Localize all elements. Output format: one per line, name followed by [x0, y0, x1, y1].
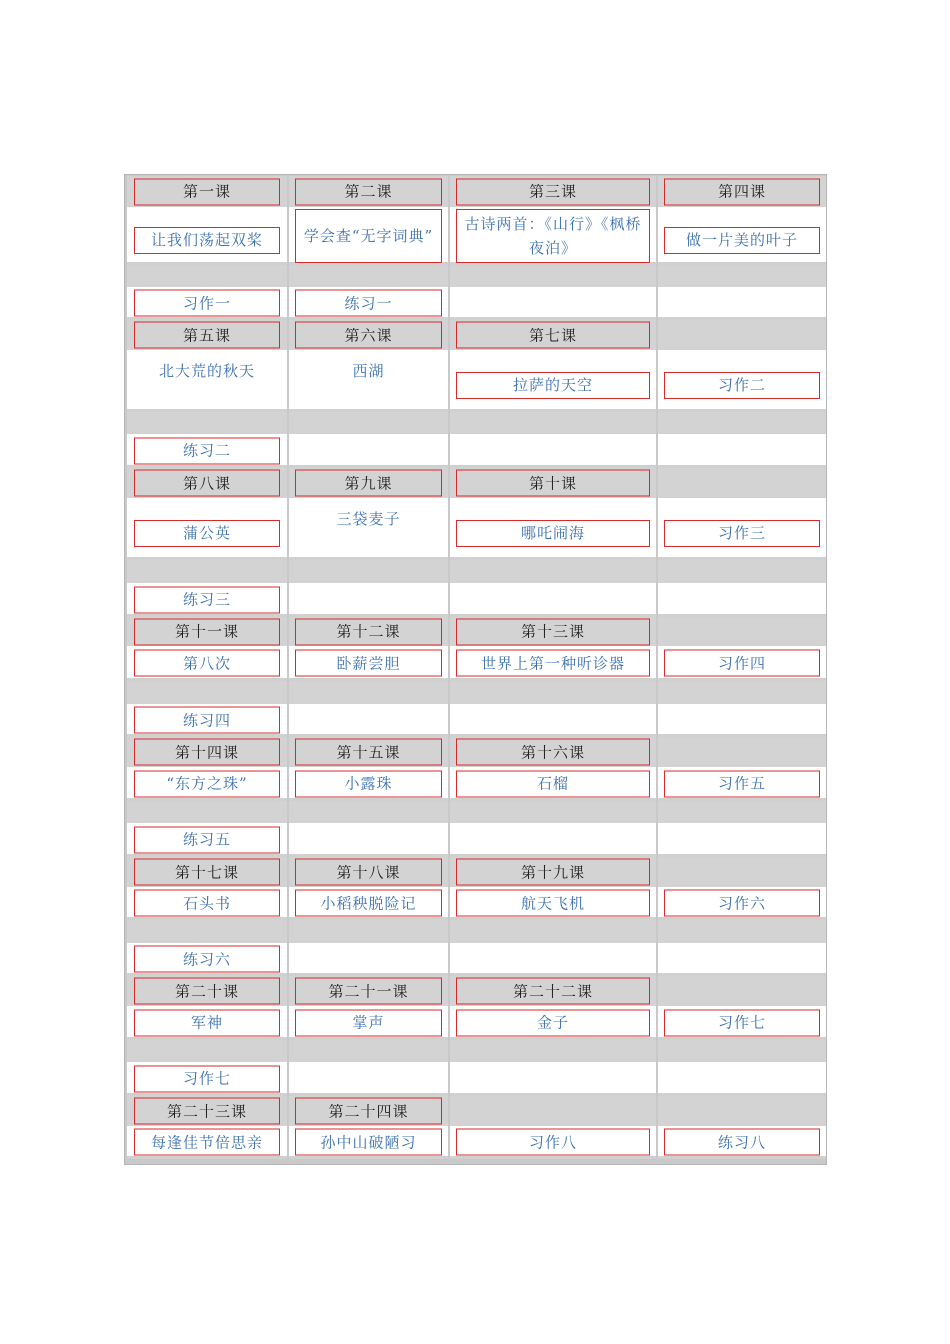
table-cell — [127, 920, 287, 945]
table-cell — [289, 289, 448, 320]
lesson-header: 第二十二课 — [456, 978, 650, 1005]
table-cell — [658, 1064, 826, 1096]
lesson-header: 第十七课 — [134, 859, 280, 886]
lesson-header: 第七课 — [456, 322, 650, 349]
lesson-header: 第一课 — [134, 178, 280, 205]
table-cell — [658, 1008, 826, 1040]
lesson-header: 第二课 — [295, 178, 442, 205]
table-cell — [127, 500, 287, 560]
table-cell — [127, 176, 287, 209]
lesson-link[interactable]: 第八次 — [134, 650, 280, 677]
table-cell — [127, 706, 287, 737]
lesson-link[interactable]: 做一片美的叶子 — [664, 227, 820, 254]
table-cell — [450, 889, 656, 920]
table-cell — [658, 706, 826, 737]
table-cell — [289, 352, 448, 412]
table-cell — [658, 500, 826, 560]
lesson-link[interactable]: 让我们荡起双桨 — [134, 227, 280, 254]
lesson-link[interactable]: 练习三 — [134, 586, 280, 613]
lesson-link[interactable]: “东方之珠” — [134, 770, 280, 797]
lesson-header: 第二十四课 — [295, 1098, 442, 1125]
lesson-link-text[interactable]: 北大荒的秋天 — [158, 362, 255, 380]
table-cell — [450, 265, 656, 289]
lesson-link[interactable]: 拉萨的天空 — [456, 372, 650, 399]
lesson-link[interactable]: 练习六 — [134, 946, 280, 973]
table-cell — [289, 706, 448, 737]
table-cell — [658, 681, 826, 706]
table-cell — [289, 920, 448, 945]
table-cell — [450, 320, 656, 352]
table-cell — [658, 801, 826, 825]
lesson-link[interactable]: 蒲公英 — [134, 520, 280, 547]
table-cell — [127, 617, 287, 648]
lesson-header: 第二十三课 — [134, 1098, 280, 1125]
table-cell — [289, 1096, 448, 1128]
lesson-link[interactable]: 习作一 — [134, 290, 280, 317]
table-cell — [450, 920, 656, 945]
table-cell — [127, 737, 287, 769]
table-cell — [127, 889, 287, 920]
lesson-header: 第十四课 — [134, 739, 280, 766]
lesson-link[interactable]: 练习四 — [134, 707, 280, 734]
table-cell — [289, 737, 448, 769]
lesson-header: 第二十课 — [134, 978, 280, 1005]
table-cell — [658, 289, 826, 320]
table-cell — [289, 648, 448, 681]
table-cell — [450, 560, 656, 585]
table-cell — [658, 585, 826, 617]
table-cell — [658, 1128, 826, 1159]
lesson-link[interactable]: 学会查“无字词典” — [295, 209, 442, 263]
lesson-header: 第二十一课 — [295, 978, 442, 1005]
table-cell — [658, 436, 826, 468]
table-cell — [289, 825, 448, 857]
table-cell — [289, 468, 448, 500]
lesson-link[interactable]: 习作四 — [664, 650, 820, 677]
table-cell — [127, 585, 287, 617]
table-cell — [127, 681, 287, 706]
table-cell — [127, 945, 287, 976]
table-cell — [658, 617, 826, 648]
lesson-link[interactable]: 练习一 — [295, 290, 442, 317]
lesson-link[interactable]: 习作七 — [664, 1009, 820, 1036]
lesson-header: 第十八课 — [295, 859, 442, 886]
table-cell — [127, 769, 287, 801]
table-cell — [289, 1064, 448, 1096]
lesson-link[interactable]: 小露珠 — [295, 770, 442, 797]
table-cell — [127, 976, 287, 1008]
lesson-link[interactable]: 练习二 — [134, 437, 280, 464]
lesson-header: 第十课 — [456, 470, 650, 497]
lesson-link-text[interactable]: 三袋麦子 — [336, 510, 401, 528]
lesson-link-text[interactable]: 西湖 — [352, 362, 385, 380]
table-cell — [450, 1128, 656, 1159]
table-cell — [289, 681, 448, 706]
table-cell — [289, 1128, 448, 1159]
lesson-header: 第十三课 — [456, 618, 650, 645]
table-cell — [127, 825, 287, 857]
table-cell — [289, 209, 448, 265]
table-cell — [450, 825, 656, 857]
lesson-header: 第十一课 — [134, 618, 280, 645]
table-cell — [450, 1064, 656, 1096]
table-cell — [450, 209, 656, 265]
table-cell — [127, 412, 287, 436]
lesson-header: 第十九课 — [456, 859, 650, 886]
table-cell — [450, 1040, 656, 1064]
lesson-link[interactable]: 世界上第一种听诊器 — [456, 650, 650, 677]
table-cell — [289, 769, 448, 801]
table-cell — [658, 468, 826, 500]
table-cell — [127, 289, 287, 320]
table-cell — [127, 801, 287, 825]
lesson-header: 第九课 — [295, 470, 442, 497]
table-cell — [450, 737, 656, 769]
table-cell — [289, 560, 448, 585]
lesson-link[interactable]: 每逢佳节倍思亲 — [134, 1129, 280, 1156]
table-cell — [658, 889, 826, 920]
table-cell — [450, 801, 656, 825]
table-cell — [658, 976, 826, 1008]
table-cell — [658, 857, 826, 889]
lesson-link[interactable]: 石头书 — [134, 890, 280, 917]
table-cell — [450, 289, 656, 320]
lesson-link[interactable]: 航天飞机 — [456, 890, 650, 917]
table-cell — [450, 706, 656, 737]
table-cell — [289, 801, 448, 825]
table-cell — [289, 857, 448, 889]
table-cell — [450, 976, 656, 1008]
table-cell — [450, 1096, 656, 1128]
table-cell — [450, 468, 656, 500]
lesson-header: 第十二课 — [295, 618, 442, 645]
table-cell — [450, 681, 656, 706]
table-cell — [127, 1128, 287, 1159]
table-cell — [658, 825, 826, 857]
table-cell — [450, 436, 656, 468]
lesson-header: 第六课 — [295, 322, 442, 349]
lesson-grid — [125, 175, 826, 1160]
lesson-link[interactable]: 习作七 — [134, 1065, 280, 1092]
table-cell — [658, 320, 826, 352]
table-cell — [450, 412, 656, 436]
table-cell — [127, 1040, 287, 1064]
lesson-link[interactable]: 习作三 — [664, 520, 820, 547]
table-cell — [127, 560, 287, 585]
table-cell — [127, 1008, 287, 1040]
lesson-link[interactable]: 卧薪尝胆 — [295, 650, 442, 677]
table-cell — [289, 1040, 448, 1064]
table-cell — [450, 176, 656, 209]
table-cell — [450, 1008, 656, 1040]
lesson-link[interactable]: 习作二 — [664, 372, 820, 399]
table-cell — [289, 265, 448, 289]
table-cell — [450, 769, 656, 801]
table-cell — [289, 889, 448, 920]
lesson-link[interactable]: 习作八 — [456, 1129, 650, 1156]
table-cell — [450, 945, 656, 976]
table-cell — [658, 176, 826, 209]
lesson-link[interactable]: 孙中山破陋习 — [295, 1129, 442, 1156]
table-cell — [289, 976, 448, 1008]
table-cell — [127, 209, 287, 265]
table-cell — [127, 265, 287, 289]
table-cell — [450, 648, 656, 681]
table-cell — [658, 412, 826, 436]
lesson-link[interactable]: 哪吒闹海 — [456, 520, 650, 547]
lesson-link[interactable]: 军神 — [134, 1009, 280, 1036]
table-cell — [127, 468, 287, 500]
lesson-link[interactable]: 古诗两首：《山行》《枫桥夜泊》 — [456, 209, 650, 263]
table-cell — [450, 857, 656, 889]
table-cell — [658, 560, 826, 585]
lesson-link[interactable]: 练习五 — [134, 826, 280, 853]
table-cell — [658, 945, 826, 976]
table-cell — [658, 1040, 826, 1064]
table-cell — [127, 648, 287, 681]
table-cell — [658, 737, 826, 769]
table-cell — [658, 352, 826, 412]
table-cell — [127, 352, 287, 412]
lesson-table — [124, 174, 827, 1165]
lesson-header: 第五课 — [134, 322, 280, 349]
table-cell — [127, 436, 287, 468]
table-cell — [289, 945, 448, 976]
table-cell — [289, 500, 448, 560]
lesson-link[interactable]: 练习八 — [664, 1129, 820, 1156]
table-cell — [658, 920, 826, 945]
lesson-header: 第八课 — [134, 470, 280, 497]
lesson-header: 第十五课 — [295, 739, 442, 766]
table-cell — [450, 585, 656, 617]
lesson-link[interactable]: 石榴 — [456, 770, 650, 797]
lesson-header: 第四课 — [664, 178, 820, 205]
table-cell — [289, 1008, 448, 1040]
table-cell — [450, 500, 656, 560]
table-cell — [658, 265, 826, 289]
lesson-link[interactable]: 习作六 — [664, 890, 820, 917]
table-cell — [127, 320, 287, 352]
table-cell — [450, 617, 656, 648]
table-cell — [450, 352, 656, 412]
table-cell — [289, 412, 448, 436]
lesson-link[interactable]: 习作五 — [664, 770, 820, 797]
table-cell — [289, 436, 448, 468]
table-cell — [127, 1096, 287, 1128]
table-cell — [289, 320, 448, 352]
lesson-link[interactable]: 掌声 — [295, 1009, 442, 1036]
lesson-link[interactable]: 小稻秧脱险记 — [295, 890, 442, 917]
lesson-header: 第三课 — [456, 178, 650, 205]
table-cell — [658, 209, 826, 265]
table-cell — [289, 585, 448, 617]
table-cell — [658, 648, 826, 681]
lesson-link[interactable]: 金子 — [456, 1009, 650, 1036]
table-cell — [289, 176, 448, 209]
table-cell — [127, 857, 287, 889]
table-cell — [289, 617, 448, 648]
lesson-header: 第十六课 — [456, 739, 650, 766]
table-cell — [658, 1096, 826, 1128]
table-cell — [658, 769, 826, 801]
table-cell — [127, 1064, 287, 1096]
